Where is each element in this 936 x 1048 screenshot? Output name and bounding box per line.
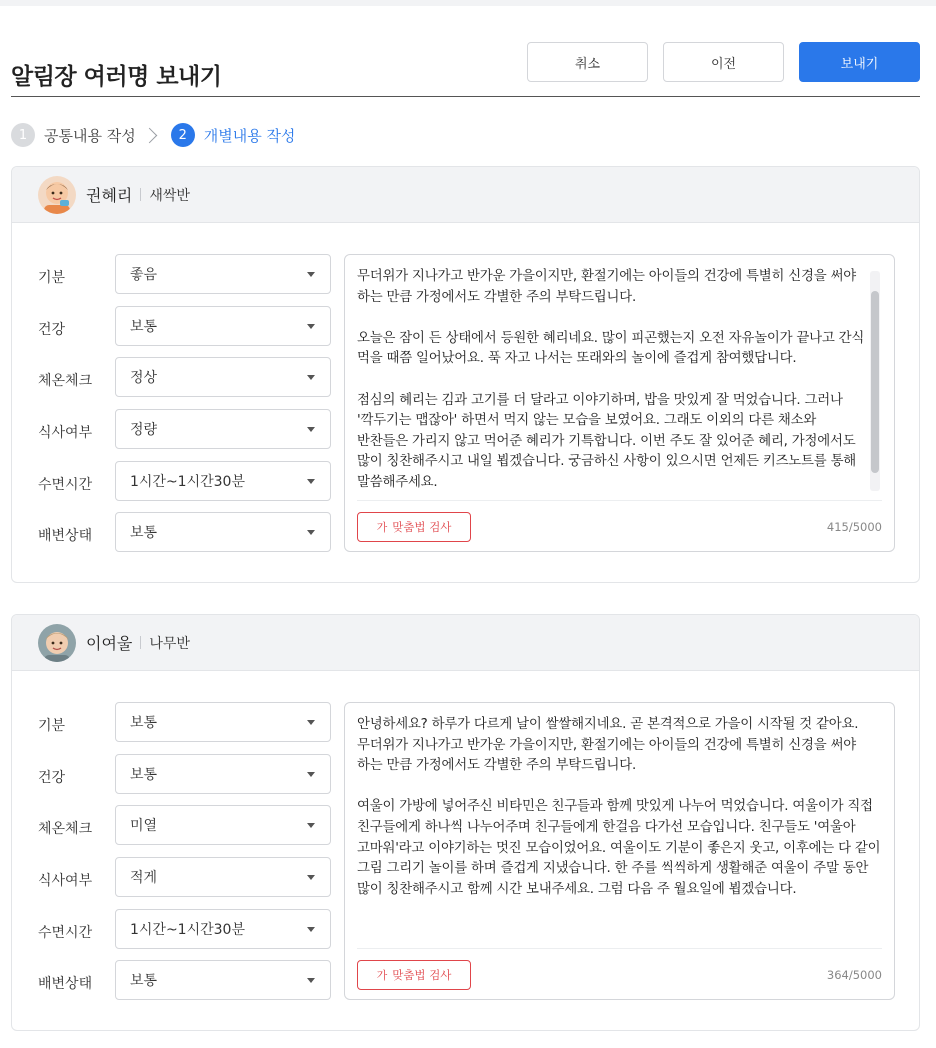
textbox-divider — [357, 948, 882, 949]
health-label: 건강 — [38, 770, 66, 786]
note-text[interactable]: 무더위가 지나가고 반가운 가을이지만, 환절기에는 아이들의 건강에 특별히 신경을 써야 하는 만큼 가정에서도 각별한 주의 부탁드립니다. 오늘은 잠이 든 상태에서 등원한 혜리네요. 많이 피곤했는지 오전 자유놀이가 끝나고 간식 먹을 때쯤 일어났어요. 푹 자고 나서는 또래와의 놀이에 즐겁게 참여했답니다. 점심의 혜리는 김과 고기를 더 달라고 이야기하며, 밥을 맛있게 잘 먹었습니다. 그러나 '깍두기는 맵잖아' 하면서 먹지 않는 모습을 보였어요. 그래도 이외의 다른 채소와 반찬들은 가리지 않고 먹어준 혜리가 기특합니다. 이번 주도 잘 있어준 혜리, 가정에서도 많이 칭찬해주시고 내일 뵙겠습니다. 궁금하신 사항이 있으시면 언제든 키즈노트를 통해 말씀해주세요. — [357, 269, 865, 490]
temperature-label: 체온체크 — [38, 373, 93, 389]
sleep-select[interactable] — [115, 461, 331, 501]
chevron-down-icon — [307, 978, 315, 983]
chevron-down-icon — [307, 324, 315, 329]
prev-button[interactable]: 이전 — [663, 42, 784, 82]
child-card — [11, 614, 920, 1031]
temperature-value: 정상 — [130, 370, 158, 386]
child-name: 권혜리 — [86, 186, 133, 205]
mood-value: 좋음 — [130, 267, 158, 283]
health-value: 보통 — [130, 319, 158, 335]
textbox-divider — [357, 500, 882, 501]
note-textarea[interactable] — [344, 702, 895, 1000]
chevron-down-icon — [307, 823, 315, 828]
note-text[interactable]: 안녕하세요? 하루가 다르게 날이 쌀쌀해지네요. 곧 본격적으로 가을이 시작될 것 같아요. 무더위가 지나가고 반가운 가을이지만, 환절기에는 아이들의 건강에 특별히 신경을 써야 하는 만큼 가정에서도 각별한 주의 부탁드립니다. 여울이 가방에 넣어주신 비타민은 친구들과 함께 맛있게 나누어 먹었습니다. 여울이가 직접 친구들에게 하나씩 나누어주며 친구들에게 한걸음 다가선 모습입니다. 친구들도 '여울아 고마워'라고 이야기하는 멋진 모습이었어요. 여울이도 기분이 좋은지 웃고, 이후에는 다 같이 그림 그리기 놀이를 하며 즐겁게 지냈습니다. 한 주를 씩씩하게 생활해준 여울이 주말 동안 많이 칭찬해주시고 함께 시간 보내주세요. 그럼 다음 주 월요일에 뵙겠습니다. — [357, 717, 881, 897]
child-class: 나무반 — [149, 635, 190, 652]
chevron-down-icon — [307, 479, 315, 484]
spellcheck-label: 맞춤법 검사 — [392, 968, 452, 982]
health-label: 건강 — [38, 322, 66, 338]
spellcheck-icon: 가 — [376, 521, 388, 534]
meal-label: 식사여부 — [38, 873, 93, 889]
chevron-down-icon — [307, 530, 315, 535]
meal-label: 식사여부 — [38, 425, 93, 441]
bowel-label: 배변상태 — [38, 528, 93, 544]
chevron-down-icon — [307, 720, 315, 725]
send-button[interactable]: 보내기 — [799, 42, 920, 82]
avatar — [38, 176, 76, 214]
avatar — [38, 624, 76, 662]
name-separator — [140, 188, 141, 201]
step-1-label: 공통내용 작성 — [44, 126, 136, 145]
bowel-value: 보통 — [130, 973, 158, 989]
spellcheck-label: 맞춤법 검사 — [392, 520, 452, 534]
health-select[interactable] — [115, 754, 331, 794]
meal-select[interactable] — [115, 409, 331, 449]
child-name: 이여울 — [86, 634, 133, 653]
spellcheck-icon: 가 — [376, 969, 388, 982]
char-counter: 415/5000 — [826, 520, 882, 534]
temperature-label: 체온체크 — [38, 821, 93, 837]
sleep-label: 수면시간 — [38, 477, 93, 493]
cancel-button[interactable]: 취소 — [527, 42, 648, 82]
bowel-value: 보통 — [130, 525, 158, 541]
child-card-header — [12, 615, 919, 671]
health-value: 보통 — [130, 767, 158, 783]
chevron-down-icon — [307, 375, 315, 380]
bowel-select[interactable] — [115, 960, 331, 1000]
child-card — [11, 166, 920, 583]
mood-select[interactable] — [115, 254, 331, 294]
spellcheck-button[interactable] — [357, 960, 471, 990]
sleep-label: 수면시간 — [38, 925, 93, 941]
step-2-label: 개별내용 작성 — [203, 126, 296, 145]
child-card-header — [12, 167, 919, 223]
chevron-right-icon — [141, 127, 157, 143]
meal-select[interactable] — [115, 857, 331, 897]
sleep-select[interactable] — [115, 909, 331, 949]
meal-value: 정량 — [130, 422, 158, 438]
step-1-number: 1 — [11, 123, 35, 147]
temperature-value: 미열 — [130, 818, 158, 834]
note-textarea[interactable] — [344, 254, 895, 552]
mood-label: 기분 — [38, 718, 66, 734]
mood-value: 보통 — [130, 715, 158, 731]
child-class: 새싹반 — [149, 187, 190, 204]
chevron-down-icon — [307, 927, 315, 932]
chevron-down-icon — [307, 772, 315, 777]
sleep-value: 1시간~1시간30분 — [130, 922, 245, 938]
char-counter: 364/5000 — [826, 968, 882, 982]
temperature-select[interactable] — [115, 357, 331, 397]
meal-value: 적게 — [130, 870, 158, 886]
mood-label: 기분 — [38, 270, 66, 286]
chevron-down-icon — [307, 875, 315, 880]
sleep-value: 1시간~1시간30분 — [130, 474, 245, 490]
mood-select[interactable] — [115, 702, 331, 742]
scrollbar-thumb[interactable] — [871, 291, 879, 473]
scrollbar[interactable] — [870, 271, 880, 491]
chevron-down-icon — [307, 272, 315, 277]
chevron-down-icon — [307, 427, 315, 432]
page-title: 알림장 여러명 보내기 — [11, 64, 222, 90]
title-divider — [11, 96, 920, 97]
name-separator — [140, 636, 141, 649]
temperature-select[interactable] — [115, 805, 331, 845]
bowel-label: 배변상태 — [38, 976, 93, 992]
step-2-number: 2 — [171, 123, 195, 147]
health-select[interactable] — [115, 306, 331, 346]
spellcheck-button[interactable] — [357, 512, 471, 542]
bowel-select[interactable] — [115, 512, 331, 552]
page — [0, 6, 936, 1048]
step-indicator — [11, 122, 295, 148]
